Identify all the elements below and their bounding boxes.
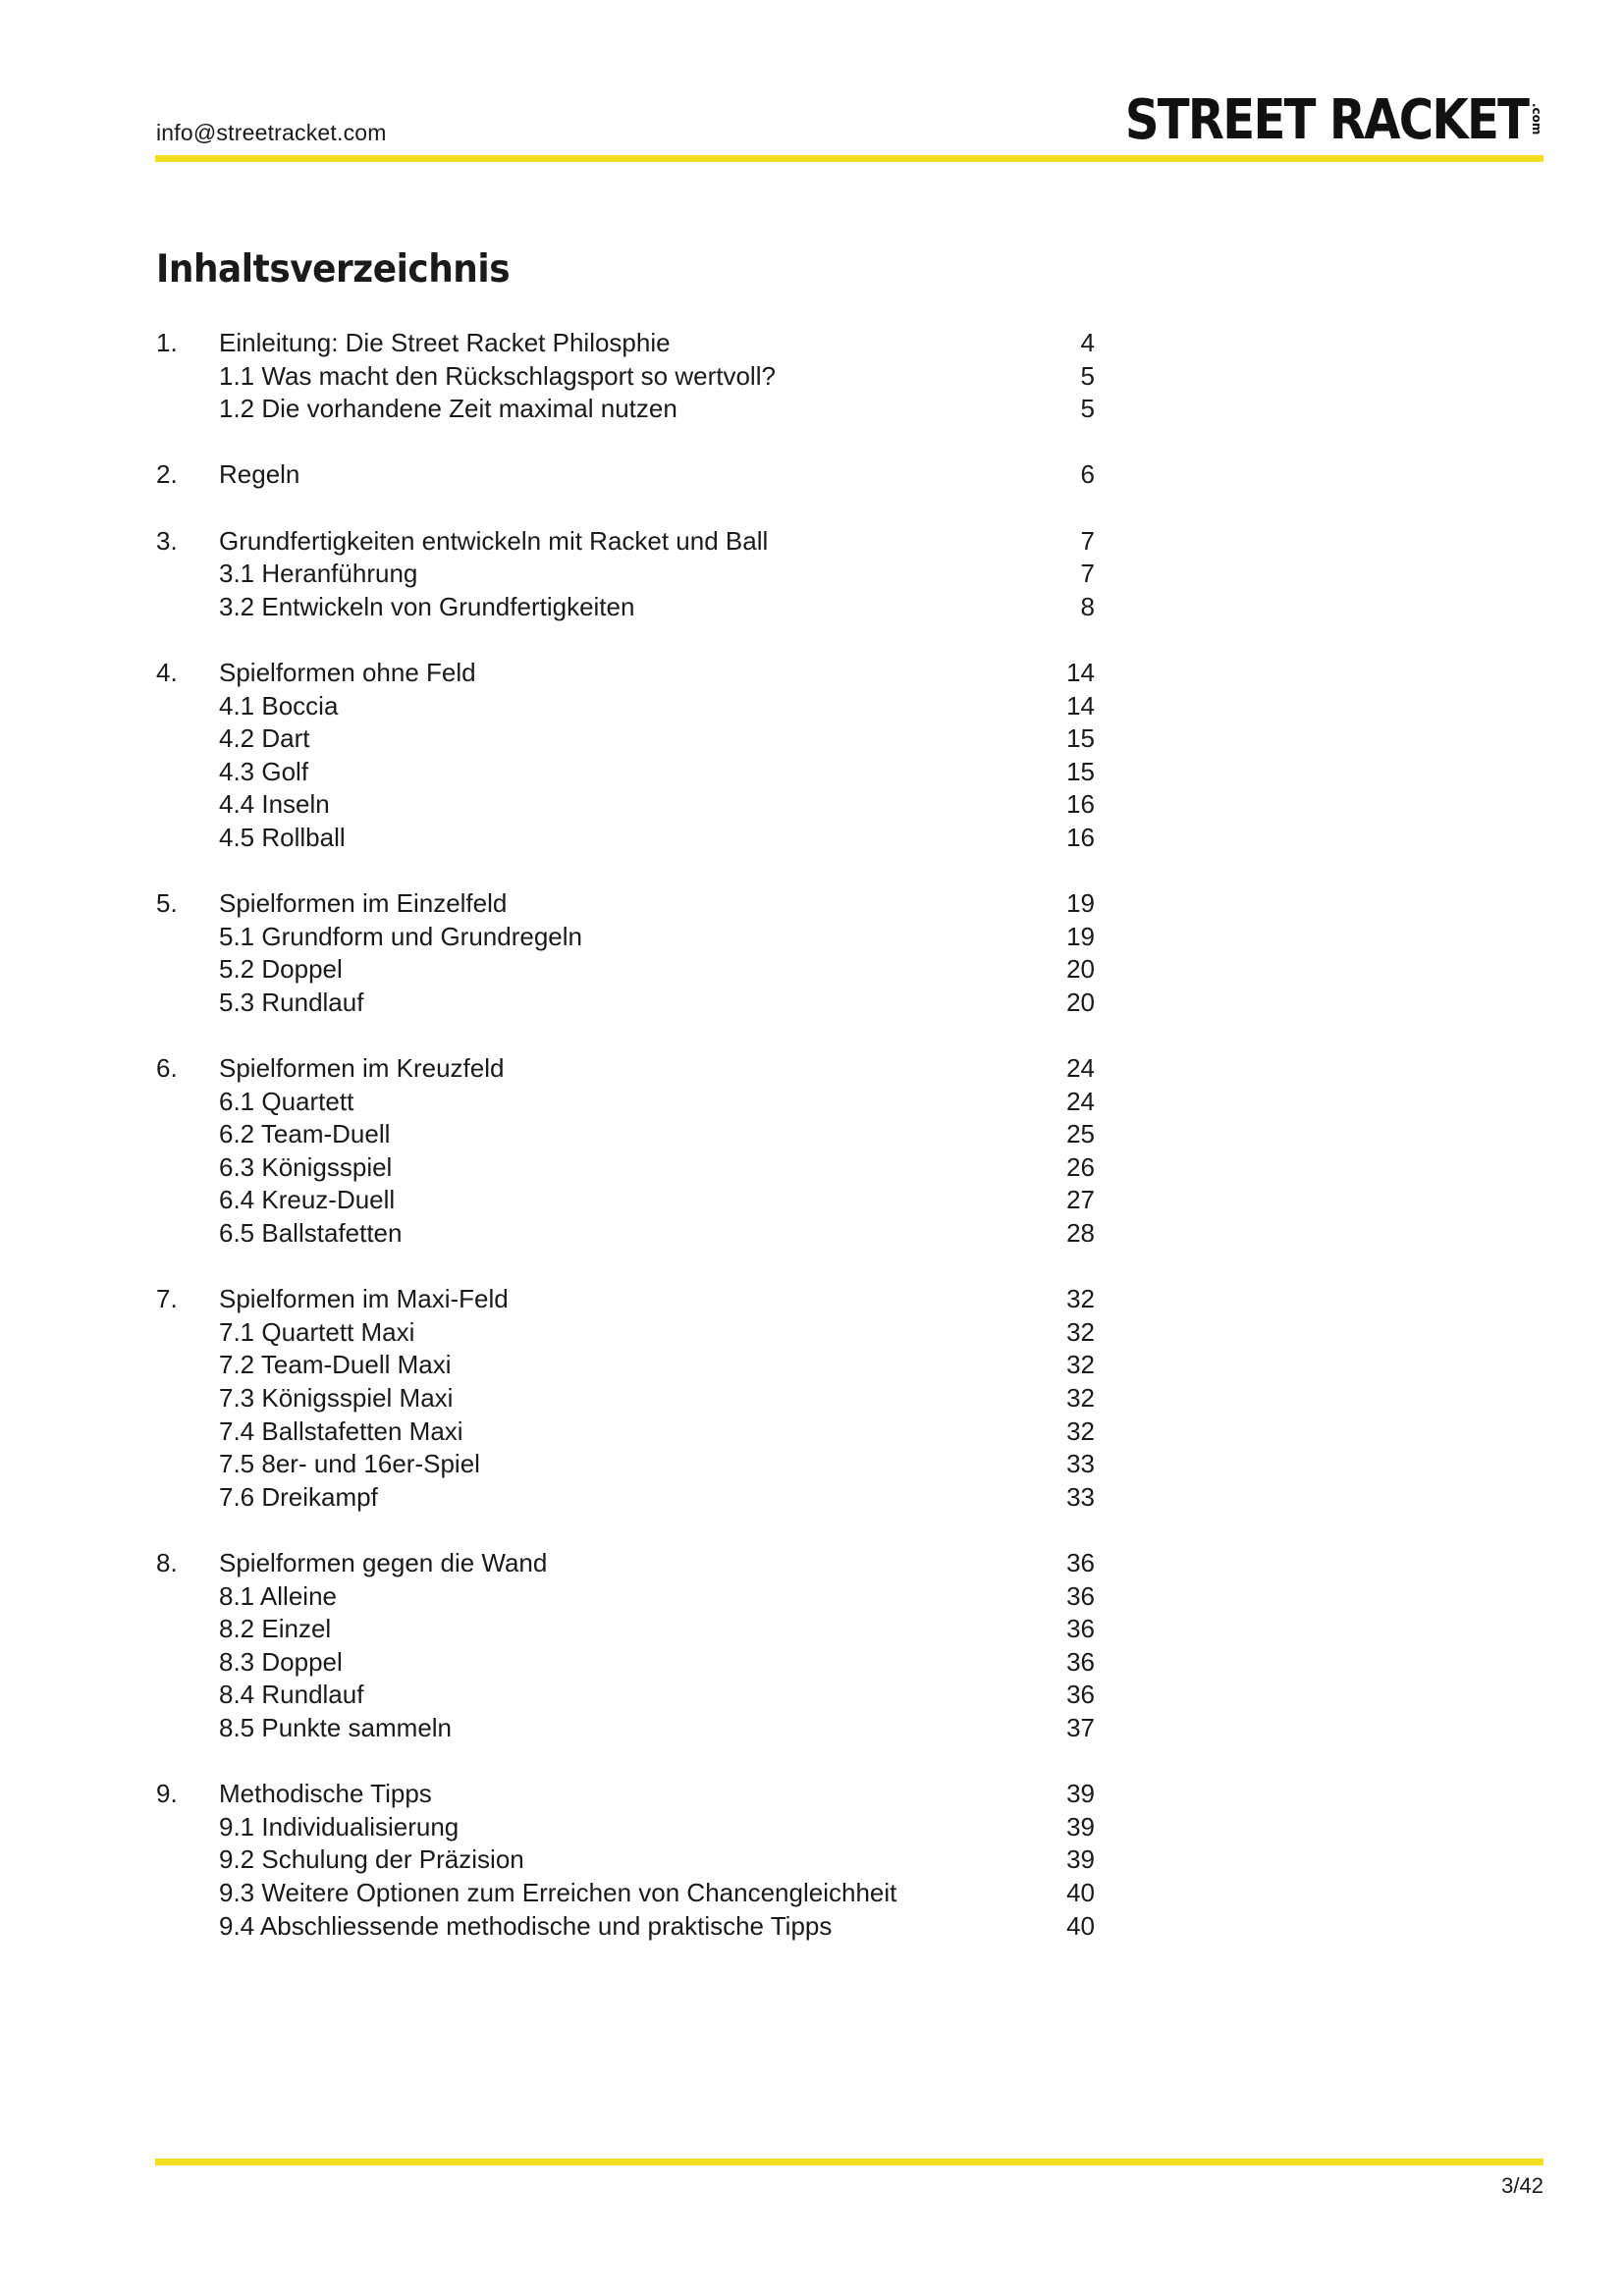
toc-page-number: 36 — [1066, 1580, 1095, 1611]
toc-page-number: 14 — [1066, 657, 1095, 687]
toc-section-number: 5. — [156, 888, 178, 919]
toc-entry-label: 3.2 Entwickeln von Grundfertigkeiten — [219, 591, 635, 621]
toc-subsection-row[interactable] — [156, 1910, 1095, 1944]
toc-subsection-row[interactable] — [156, 822, 1095, 855]
toc-subsection-row[interactable] — [156, 921, 1095, 954]
toc-page-number: 7 — [1080, 525, 1095, 556]
brand-logo-suffix: .com — [1530, 103, 1543, 135]
toc-entry-label: 7.1 Quartett Maxi — [219, 1316, 415, 1347]
toc-page-number: 20 — [1066, 987, 1095, 1017]
toc-page-number: 25 — [1066, 1119, 1095, 1149]
toc-subsection-row[interactable] — [156, 1118, 1095, 1151]
toc-page-number: 7 — [1080, 559, 1095, 589]
toc-subsection-row[interactable] — [156, 1415, 1095, 1449]
toc-entry-label: 9.3 Weitere Optionen zum Erreichen von Chancengleichheit — [219, 1877, 897, 1907]
toc-subsection-row[interactable] — [156, 1679, 1095, 1712]
toc-entry-label: 7.4 Ballstafetten Maxi — [219, 1415, 463, 1446]
toc-section — [156, 1778, 1095, 1943]
toc-entry-label: 8.1 Alleine — [219, 1580, 337, 1611]
toc-entry-label: 5.2 Doppel — [219, 954, 343, 985]
toc-section-number: 6. — [156, 1053, 178, 1084]
toc-entry-label: 6.5 Ballstafetten — [219, 1218, 403, 1249]
toc-entry-label: 6.1 Quartett — [219, 1086, 354, 1116]
toc-entry-label: 4.2 Dart — [219, 723, 310, 754]
toc-section-number: 9. — [156, 1779, 178, 1809]
toc-section-number: 8. — [156, 1547, 178, 1577]
toc-entry-label: 9.4 Abschliessende methodische und praktische Tipps — [219, 1910, 833, 1941]
table-of-contents — [156, 327, 1095, 1976]
toc-subsection-row[interactable] — [156, 1843, 1095, 1877]
brand-logo-text: STREET RACKET — [1124, 88, 1528, 152]
toc-entry-label: 4.5 Rollball — [219, 822, 346, 852]
toc-section — [156, 1052, 1095, 1251]
toc-subsection-row[interactable] — [156, 1613, 1095, 1646]
toc-page-number: 24 — [1066, 1053, 1095, 1084]
toc-page-number: 20 — [1066, 954, 1095, 985]
page-title: Inhaltsverzeichnis — [156, 247, 511, 292]
toc-entry-label: 8.4 Rundlauf — [219, 1680, 364, 1710]
footer-page-indicator: 3/42 — [1501, 2173, 1543, 2198]
toc-page-number: 36 — [1066, 1646, 1095, 1677]
toc-entry-label: Spielformen ohne Feld — [219, 657, 476, 687]
toc-page-number: 36 — [1066, 1614, 1095, 1644]
toc-subsection-row[interactable] — [156, 1086, 1095, 1119]
toc-subsection-row[interactable] — [156, 1448, 1095, 1481]
toc-section — [156, 525, 1095, 624]
toc-subsection-row[interactable] — [156, 558, 1095, 591]
toc-page-number: 33 — [1066, 1481, 1095, 1512]
toc-page-number: 27 — [1066, 1185, 1095, 1215]
toc-entry-label: 1.2 Die vorhandene Zeit maximal nutzen — [219, 394, 677, 424]
brand-logo — [1059, 88, 1543, 152]
toc-subsection-row[interactable] — [156, 690, 1095, 723]
toc-page-number: 8 — [1080, 591, 1095, 621]
toc-entry-label: Spielformen im Kreuzfeld — [219, 1053, 505, 1084]
toc-section-row[interactable] — [156, 1547, 1095, 1580]
footer-rule — [155, 2159, 1543, 2165]
toc-subsection-row[interactable] — [156, 360, 1095, 394]
toc-entry-label: 9.1 Individualisierung — [219, 1811, 460, 1842]
toc-subsection-row[interactable] — [156, 1811, 1095, 1844]
toc-page-number: 5 — [1080, 394, 1095, 424]
toc-page-number: 19 — [1066, 888, 1095, 919]
toc-subsection-row[interactable] — [156, 1382, 1095, 1415]
toc-section — [156, 1547, 1095, 1745]
toc-subsection-row[interactable] — [156, 1217, 1095, 1251]
toc-page-number: 24 — [1066, 1086, 1095, 1116]
toc-entry-label: 7.6 Dreikampf — [219, 1481, 378, 1512]
toc-section-row[interactable] — [156, 525, 1095, 559]
toc-page-number: 39 — [1066, 1844, 1095, 1875]
toc-entry-label: 7.3 Königsspiel Maxi — [219, 1383, 454, 1413]
toc-entry-label: 6.2 Team-Duell — [219, 1119, 391, 1149]
toc-page-number: 39 — [1066, 1811, 1095, 1842]
toc-subsection-row[interactable] — [156, 1877, 1095, 1910]
toc-subsection-row[interactable] — [156, 788, 1095, 822]
toc-section — [156, 1283, 1095, 1514]
toc-subsection-row[interactable] — [156, 1349, 1095, 1382]
toc-subsection-row[interactable] — [156, 756, 1095, 789]
toc-entry-label: 1.1 Was macht den Rückschlagsport so wertvoll? — [219, 360, 776, 391]
toc-subsection-row[interactable] — [156, 1580, 1095, 1614]
toc-section-row[interactable] — [156, 657, 1095, 690]
toc-entry-label: Einleitung: Die Street Racket Philosphie — [219, 328, 671, 357]
toc-entry-label: Spielformen im Einzelfeld — [219, 888, 508, 919]
toc-entry-label: Spielformen gegen die Wand — [219, 1547, 548, 1577]
toc-page-number: 5 — [1080, 360, 1095, 391]
toc-section — [156, 887, 1095, 1019]
header-rule — [155, 155, 1543, 162]
toc-section-row[interactable] — [156, 1283, 1095, 1316]
toc-subsection-row[interactable] — [156, 987, 1095, 1020]
toc-subsection-row[interactable] — [156, 591, 1095, 624]
toc-section-row[interactable] — [156, 1778, 1095, 1811]
toc-entry-label: 6.4 Kreuz-Duell — [219, 1185, 396, 1215]
toc-page-number: 40 — [1066, 1910, 1095, 1941]
toc-subsection-row[interactable] — [156, 1151, 1095, 1185]
toc-section — [156, 327, 1095, 426]
toc-page-number: 14 — [1066, 690, 1095, 721]
toc-page-number: 19 — [1066, 921, 1095, 951]
toc-entry-label: 5.1 Grundform und Grundregeln — [219, 921, 582, 951]
toc-page-number: 36 — [1066, 1680, 1095, 1710]
toc-entry-label: 6.3 Königsspiel — [219, 1151, 393, 1182]
toc-page-number: 32 — [1066, 1284, 1095, 1314]
toc-page-number: 32 — [1066, 1350, 1095, 1380]
toc-page-number: 33 — [1066, 1449, 1095, 1479]
toc-entry-label: Grundfertigkeiten entwickeln mit Racket und Ball — [219, 525, 769, 556]
header-email[interactable]: info@streetracket.com — [156, 120, 387, 145]
toc-page-number: 26 — [1066, 1151, 1095, 1182]
toc-subsection-row[interactable] — [156, 1184, 1095, 1217]
toc-section-number: 7. — [156, 1284, 178, 1314]
toc-entry-label: 5.3 Rundlauf — [219, 987, 364, 1017]
toc-section — [156, 458, 1095, 492]
toc-section-number: 2. — [156, 459, 178, 490]
toc-subsection-row[interactable] — [156, 1712, 1095, 1745]
toc-section — [156, 657, 1095, 855]
toc-page-number: 15 — [1066, 756, 1095, 786]
toc-entry-label: 4.1 Boccia — [219, 690, 339, 721]
toc-page-number: 6 — [1080, 459, 1095, 490]
toc-section-number: 4. — [156, 657, 178, 687]
toc-entry-label: 8.5 Punkte sammeln — [219, 1712, 453, 1742]
toc-section-number: 1. — [156, 328, 178, 357]
toc-section-row[interactable] — [156, 327, 1095, 360]
toc-section-row[interactable] — [156, 1052, 1095, 1086]
toc-page-number: 36 — [1066, 1547, 1095, 1577]
toc-page-number: 32 — [1066, 1415, 1095, 1446]
toc-section-number: 3. — [156, 525, 178, 556]
toc-entry-label: 4.3 Golf — [219, 756, 309, 786]
toc-subsection-row[interactable] — [156, 722, 1095, 756]
toc-page-number: 40 — [1066, 1877, 1095, 1907]
toc-entry-label: 7.5 8er- und 16er-Spiel — [219, 1449, 480, 1479]
toc-page-number: 39 — [1066, 1779, 1095, 1809]
toc-entry-label: 8.3 Doppel — [219, 1646, 343, 1677]
toc-subsection-row[interactable] — [156, 953, 1095, 987]
toc-entry-label: 7.2 Team-Duell Maxi — [219, 1350, 452, 1380]
toc-page-number: 37 — [1066, 1712, 1095, 1742]
toc-entry-label: 4.4 Inseln — [219, 789, 330, 820]
toc-subsection-row[interactable] — [156, 1481, 1095, 1515]
toc-entry-label: Regeln — [219, 459, 300, 490]
toc-page-number: 16 — [1066, 789, 1095, 820]
toc-entry-label: 9.2 Schulung der Präzision — [219, 1844, 524, 1875]
toc-entry-label: 3.1 Heranführung — [219, 559, 418, 589]
toc-page-number: 16 — [1066, 822, 1095, 852]
toc-entry-label: 8.2 Einzel — [219, 1614, 332, 1644]
toc-subsection-row[interactable] — [156, 1646, 1095, 1680]
toc-page-number: 4 — [1080, 328, 1095, 357]
toc-section-row[interactable] — [156, 887, 1095, 921]
toc-entry-label: Methodische Tipps — [219, 1779, 432, 1809]
toc-page-number: 32 — [1066, 1316, 1095, 1347]
toc-section-row[interactable] — [156, 458, 1095, 492]
toc-subsection-row[interactable] — [156, 1316, 1095, 1350]
toc-entry-label: Spielformen im Maxi-Feld — [219, 1284, 509, 1314]
toc-page-number: 32 — [1066, 1383, 1095, 1413]
toc-subsection-row[interactable] — [156, 393, 1095, 426]
toc-page-number: 15 — [1066, 723, 1095, 754]
toc-page-number: 28 — [1066, 1218, 1095, 1249]
